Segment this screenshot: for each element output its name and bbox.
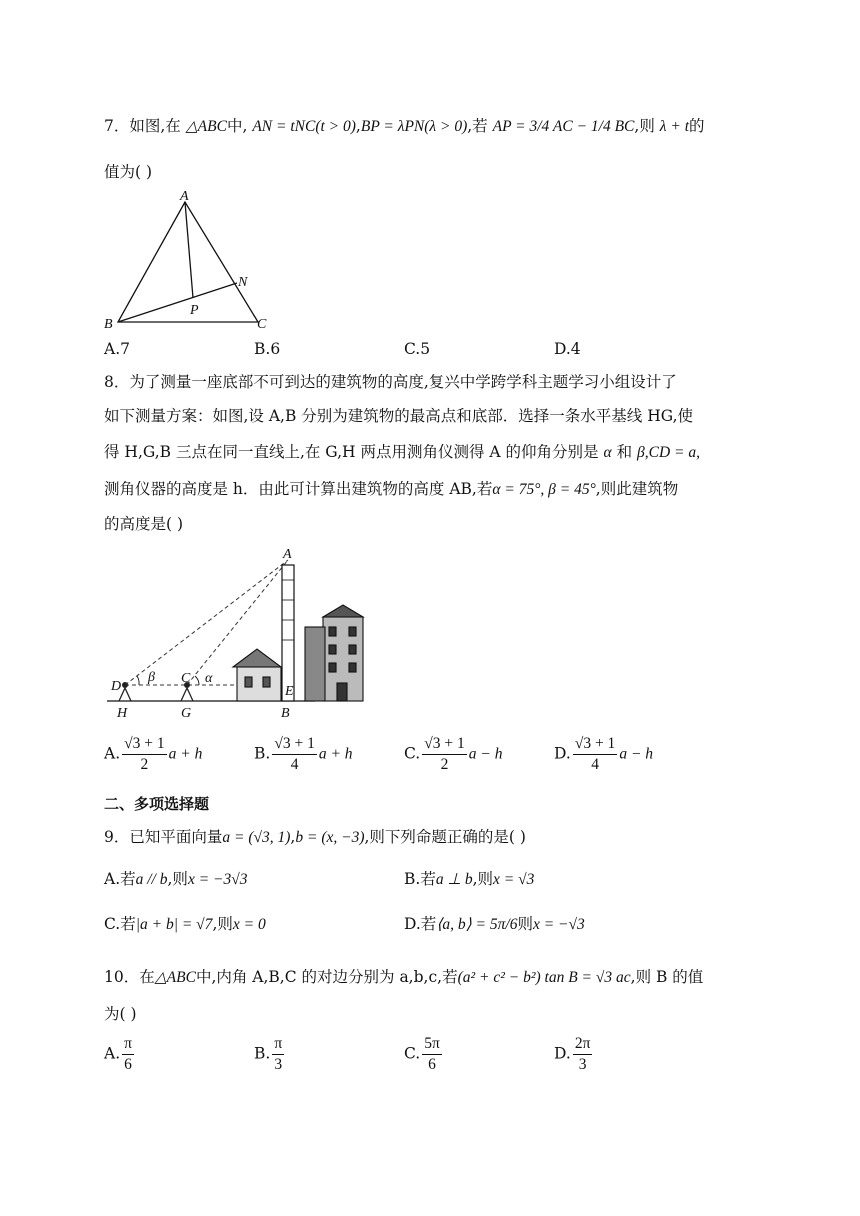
q8-label-alpha: α [205, 671, 213, 686]
q9-option-b-mid: ,则 [472, 870, 494, 888]
q9-option-d [404, 912, 585, 934]
section-title: 二、多项选择题 [104, 795, 210, 813]
q7-stem-line1: 7．如图,在 △ABC中, AN = tNC(t > 0),BP = λPN(λ > 0),若 AP = 3/4 AC − 1/4 BC,则 λ + t的 [104, 117, 705, 135]
q10-option-c-label: C. [404, 1044, 421, 1063]
q10-stem-c: ,则 B 的值 [630, 968, 704, 986]
q7-cond2: BP = λPN(λ > 0) [360, 118, 468, 135]
q8-option-c-num: √3 + 1 [422, 734, 467, 755]
q8-line2: 如下测量方案：如图,设 A,B 分别为建筑物的最高点和底部．选择一条水平基线 HG,使 [104, 407, 693, 425]
q9-option-c-mid: ,则 [212, 915, 233, 933]
q7-stem-b: 中, [226, 117, 248, 135]
q8-option-b [254, 734, 353, 775]
q9-option-c-cond: |a + b| = √7 [135, 916, 213, 933]
q8-option-a-den: 2 [140, 756, 149, 773]
q10-option-d [554, 1034, 594, 1075]
q8-label-b: B [281, 706, 290, 720]
q10-option-a [104, 1034, 136, 1075]
q7-label-p: P [190, 303, 199, 318]
q8-cd-a: ,CD = a, [644, 444, 701, 461]
q9-stem-b: ,则下列命题正确的是( ) [364, 828, 526, 846]
q8-option-c [404, 734, 502, 775]
q8-option-d-label: D. [554, 744, 571, 763]
q9-vec-b: b = (x, −3) [295, 829, 365, 846]
q7-label-n: N [238, 275, 248, 290]
q8-label-h: H [117, 706, 128, 720]
q9-option-c-label: C.若 [104, 915, 136, 933]
q7-label-c: C [257, 317, 267, 332]
q8-line4 [104, 477, 678, 499]
q8-option-c-tail: a − h [468, 745, 503, 763]
q10-option-c-num: 5π [422, 1034, 442, 1055]
q8-option-c-den: 2 [440, 756, 449, 773]
q10-option-d-den: 3 [578, 1056, 587, 1073]
q8-option-c-label: C. [404, 744, 421, 763]
q7-stem-line2: 值为( ) [104, 163, 153, 181]
q7-label-b: B [104, 317, 113, 332]
q10-cond: (a² + c² − b²) tan B = √3 ac [457, 969, 631, 986]
q7-cond1: AN = tNC(t > 0) [252, 118, 356, 135]
q9-option-b [404, 867, 534, 889]
q9-option-a-mid: ,则 [167, 870, 188, 888]
q7-triangle-figure [100, 190, 290, 335]
q8-line3a: 得 H,G,B 三点在同一直线上,在 G,H 两点用测角仪测得 A 的仰角分别是 [104, 443, 599, 461]
q10-stem-line2: 为( ) [104, 1005, 137, 1023]
q8-option-b-tail: a + h [318, 745, 353, 763]
q8-option-b-label: B. [254, 744, 271, 763]
q8-label-g: G [181, 706, 192, 720]
q9-option-d-cond: ⟨a, b⟩ = 5π/6 [436, 916, 518, 933]
q8-tall-building [305, 605, 363, 701]
q9-option-a [104, 867, 248, 889]
q9-option-a-res: x = −3√3 [187, 871, 248, 888]
q10-option-a-den: 6 [124, 1056, 132, 1073]
q8-line1: 8．为了测量一座底部不可到达的建筑物的高度,复兴中学跨学科主题学习小组设计了 [104, 373, 677, 391]
q8-line3 [104, 440, 700, 462]
q9-option-a-label: A.若 [104, 870, 136, 888]
q8-label-a: A [283, 547, 292, 562]
q8-alpha: α [603, 444, 612, 461]
q7-option-b: B.6 [254, 340, 281, 358]
q8-option-a-label: A. [104, 744, 121, 763]
q9-option-d-label: D.若 [404, 915, 437, 933]
q7-option-a: A.7 [104, 340, 130, 358]
q9-vec-a: a = (√3, 1) [222, 829, 291, 846]
q9-option-b-cond: a ⊥ b [435, 871, 473, 888]
q10-option-b-num: π [272, 1034, 284, 1055]
q8-option-a [104, 734, 202, 775]
q9-option-b-res: x = √3 [493, 871, 535, 888]
q10-stem-line1 [104, 965, 703, 987]
q8-label-beta: β [148, 670, 155, 685]
q7-stem-e: 的 [689, 117, 705, 135]
q8-option-d-den: 4 [591, 756, 599, 773]
q10-option-b [254, 1034, 286, 1075]
q8-angles: α = 75°, β = 45° [492, 481, 596, 498]
q7-stem-d: ,则 [634, 117, 655, 135]
q7-cond3: AP = 3/4 AC − 1/4 BC [492, 118, 635, 135]
q7-number: 7． [104, 117, 130, 135]
q8-label-d: D [111, 679, 122, 694]
q8-beta: β [637, 444, 645, 461]
q9-stem-a: 9．已知平面向量 [104, 828, 223, 846]
q8-option-b-num: √3 + 1 [272, 734, 317, 755]
q7-segment-ap [185, 202, 193, 298]
q8-option-a-num: √3 + 1 [122, 734, 167, 755]
q10-option-c [404, 1034, 444, 1075]
q8-house [233, 649, 281, 701]
q10-stem-a: 10．在 [104, 968, 155, 986]
q10-option-b-den: 3 [274, 1056, 283, 1073]
q8-tower [282, 565, 294, 701]
q8-arc-beta [137, 676, 139, 685]
q9-option-a-cond: a // b [135, 871, 168, 888]
q8-and: 和 [616, 443, 633, 461]
q7-label-a: A [180, 190, 189, 204]
q7-stem-a: 如图,在 [129, 117, 181, 135]
q10-option-b-label: B. [254, 1044, 271, 1063]
q10-option-d-label: D. [554, 1044, 571, 1063]
q10-triangle: △ABC [154, 969, 196, 986]
q7-option-c: C.5 [404, 340, 431, 358]
q7-stem-c: ,若 [467, 117, 488, 135]
q8-option-d-num: √3 + 1 [573, 734, 618, 755]
q9-option-b-label: B.若 [404, 870, 436, 888]
q8-building-figure [105, 545, 375, 720]
q7-triangle-shape [118, 202, 258, 322]
q10-option-c-den: 6 [428, 1056, 436, 1073]
q9-option-c-res: x = 0 [232, 916, 266, 933]
q8-label-e: E [285, 684, 294, 699]
q7-triangle: △ABC [185, 118, 227, 135]
q7-option-d: D.4 [554, 340, 581, 358]
q9-option-d-res: x = −√3 [532, 916, 585, 933]
q8-line4a: 测角仪器的高度是 h．由此可计算出建筑物的高度 AB,若 [104, 480, 493, 498]
q8-arc-alpha [195, 676, 199, 685]
q8-option-d-tail: a − h [619, 745, 654, 763]
q10-option-d-num: 2π [573, 1034, 593, 1055]
q10-option-a-label: A. [104, 1044, 121, 1063]
q8-option-d [554, 734, 653, 775]
q9-option-c [104, 912, 266, 934]
q8-label-c: C [181, 671, 191, 686]
q8-option-b-den: 4 [290, 756, 299, 773]
q9-option-d-mid: 则 [517, 915, 533, 933]
q10-option-a-num: π [122, 1034, 134, 1055]
q9-stem: 9．已知平面向量a = (√3, 1),b = (x, −3),则下列命题正确的是( ) [104, 828, 526, 846]
q10-stem-b: 中,内角 A,B,C 的对边分别为 a,b,c,若 [195, 968, 458, 986]
q7-target: λ + t [659, 118, 690, 135]
q8-line4c: ,则此建筑物 [595, 480, 679, 498]
q8-option-a-tail: a + h [168, 745, 203, 763]
q8-line5: 的高度是( ) [104, 515, 184, 533]
